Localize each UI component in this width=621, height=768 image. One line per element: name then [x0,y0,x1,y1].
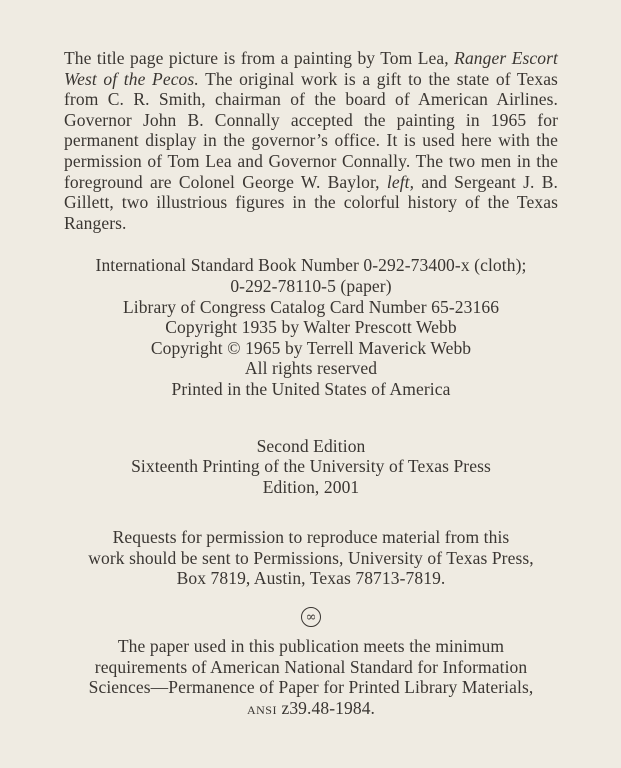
paper-line-1: The paper used in this publication meets the minimum [117,636,505,657]
ansi-code: z39.48-1984. [281,697,376,718]
edition-block [64,436,558,498]
requests-line-3: Box 7819, Austin, Texas 78713-7819. [176,568,446,589]
paper-line-3: Sciences—Permanence of Paper for Printed Library Materials, [88,677,534,698]
printed-in-line: Printed in the United States of America [171,378,451,399]
painting-title: Ranger Escort West of the Pecos. [64,48,558,89]
permanent-paper-icon: ∞ [301,607,321,627]
isbn-paper-line: 0-292-78110-5 (paper) [230,275,392,296]
copyright-1935-line: Copyright 1935 by Walter Prescott Webb [165,317,457,338]
rights-line: All rights reserved [244,358,378,379]
symbol-wrap [64,607,558,627]
ansi-line [64,698,558,719]
copyright-page [64,48,558,718]
paper-notice-block [64,636,558,718]
requests-line-2: work should be sent to Permissions, University of Texas Press, [88,547,534,568]
isbn-cloth-line: International Standard Book Number 0-292-73400-x (cloth); [95,255,527,276]
copyright-block [64,255,558,399]
lccn-line: Library of Congress Catalog Card Number 65-23166 [122,296,500,317]
edition-year-line: Edition, 2001 [262,476,360,497]
paper-line-2: requirements of American National Standard for Information [94,656,528,677]
edition-line: Second Edition [256,435,366,456]
title-picture-note [64,48,558,233]
intro-text-3: and Sergeant J. B. Gillett, two illustrious figures in the colorful history of the Texas Rangers. [64,171,558,233]
ansi-label: ansi [246,697,277,718]
intro-text-1: The title page picture is from a painting by Tom Lea, [64,48,449,68]
intro-text-2: The original work is a gift to the state of Texas from C. R. Smith, chairman of the board of American Airlines. Governor John B. Connally accepted the painting in 1965 for permanent display in the governor’s office. It is used here with the permission of Tom Lea and Governor Connally. The two men in the foreground are Colonel George W. Baylor, [64,68,558,192]
printing-line: Sixteenth Printing of the University of Texas Press [131,456,491,477]
copyright-1965-line: Copyright © 1965 by Terrell Maverick Webb [150,337,472,358]
permissions-block [64,527,558,589]
requests-line-1: Requests for permission to reproduce material from this [112,527,510,548]
left-word: left, [386,171,415,192]
